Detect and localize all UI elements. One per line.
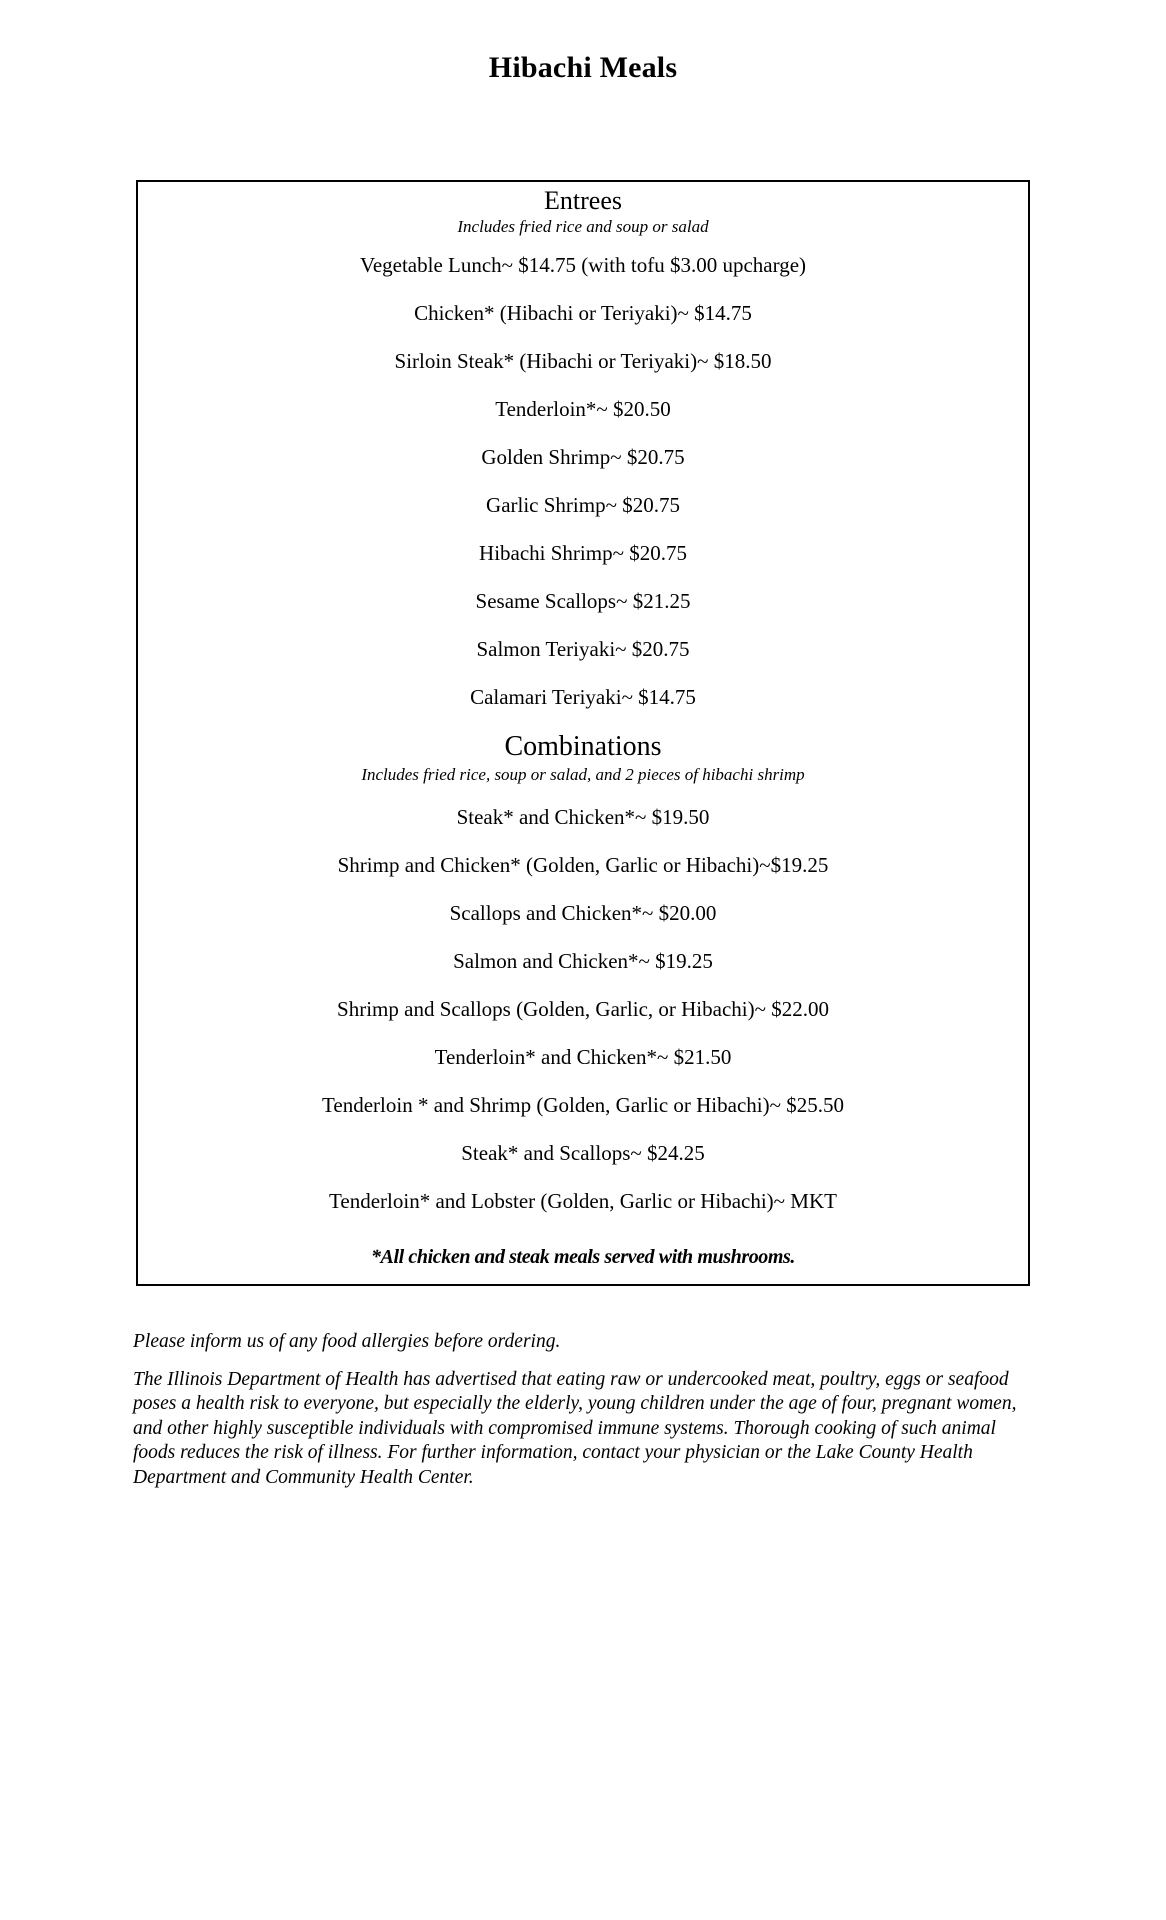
menu-item: Golden Shrimp~ $20.75 [481,445,685,469]
menu-item: Sirloin Steak* (Hibachi or Teriyaki)~ $18.50 [394,349,772,373]
menu-item: Tenderloin* and Lobster (Golden, Garlic or Hibachi)~ MKT [329,1189,837,1213]
menu-item: Steak* and Scallops~ $24.25 [461,1141,705,1165]
menu-item: Salmon and Chicken*~ $19.25 [453,949,713,973]
menu-item: Chicken* (Hibachi or Teriyaki)~ $14.75 [414,301,752,325]
menu-item: Vegetable Lunch~ $14.75 (with tofu $3.00 upcharge) [359,253,807,277]
allergy-note: Please inform us of any food allergies before ordering. [133,1331,561,1352]
entrees-heading: Entrees [544,186,622,215]
footer [133,1330,1033,1490]
menu-item: Calamari Teriyaki~ $14.75 [470,685,696,709]
menu-item: Tenderloin * and Shrimp (Golden, Garlic or Hibachi)~ $25.50 [322,1093,844,1117]
menu-item: Salmon Teriyaki~ $20.75 [476,637,690,661]
entrees-list [148,250,1018,712]
menu-item: Tenderloin*~ $20.50 [495,397,671,421]
menu-box [136,180,1030,1286]
menu-item: Hibachi Shrimp~ $20.75 [479,541,687,565]
combinations-subtitle: Includes fried rice, soup or salad, and 2 pieces of hibachi shrimp [361,765,805,784]
menu-item: Steak* and Chicken*~ $19.50 [456,805,710,829]
health-disclaimer: The Illinois Department of Health has advertised that eating raw or undercooked meat, poultry, eggs or seafood poses a health risk to everyone, but especially the elderly, young children under the age of four, pregnant women, and other highly susceptible individuals with compromised immune systems. Thorough cooking of such animal foods reduces the risk of illness. For further information, contact your physician or the Lake County Health Department and Community Health Center. [133,1368,1017,1488]
entrees-subtitle: Includes fried rice and soup or salad [457,217,709,236]
menu-item: Sesame Scallops~ $21.25 [475,589,691,613]
menu-item: Shrimp and Chicken* (Golden, Garlic or Hibachi)~$19.25 [337,853,829,877]
menu-item: Scallops and Chicken*~ $20.00 [449,901,717,925]
menu-item: Shrimp and Scallops (Golden, Garlic, or Hibachi)~ $22.00 [337,997,829,1021]
combinations-heading: Combinations [504,731,662,762]
mushrooms-note: *All chicken and steak meals served with mushrooms. [370,1246,796,1268]
menu-item: Tenderloin* and Chicken*~ $21.50 [434,1045,732,1069]
page-title: Hibachi Meals [488,51,678,84]
menu-item: Garlic Shrimp~ $20.75 [486,493,680,517]
combinations-list [148,802,1018,1216]
